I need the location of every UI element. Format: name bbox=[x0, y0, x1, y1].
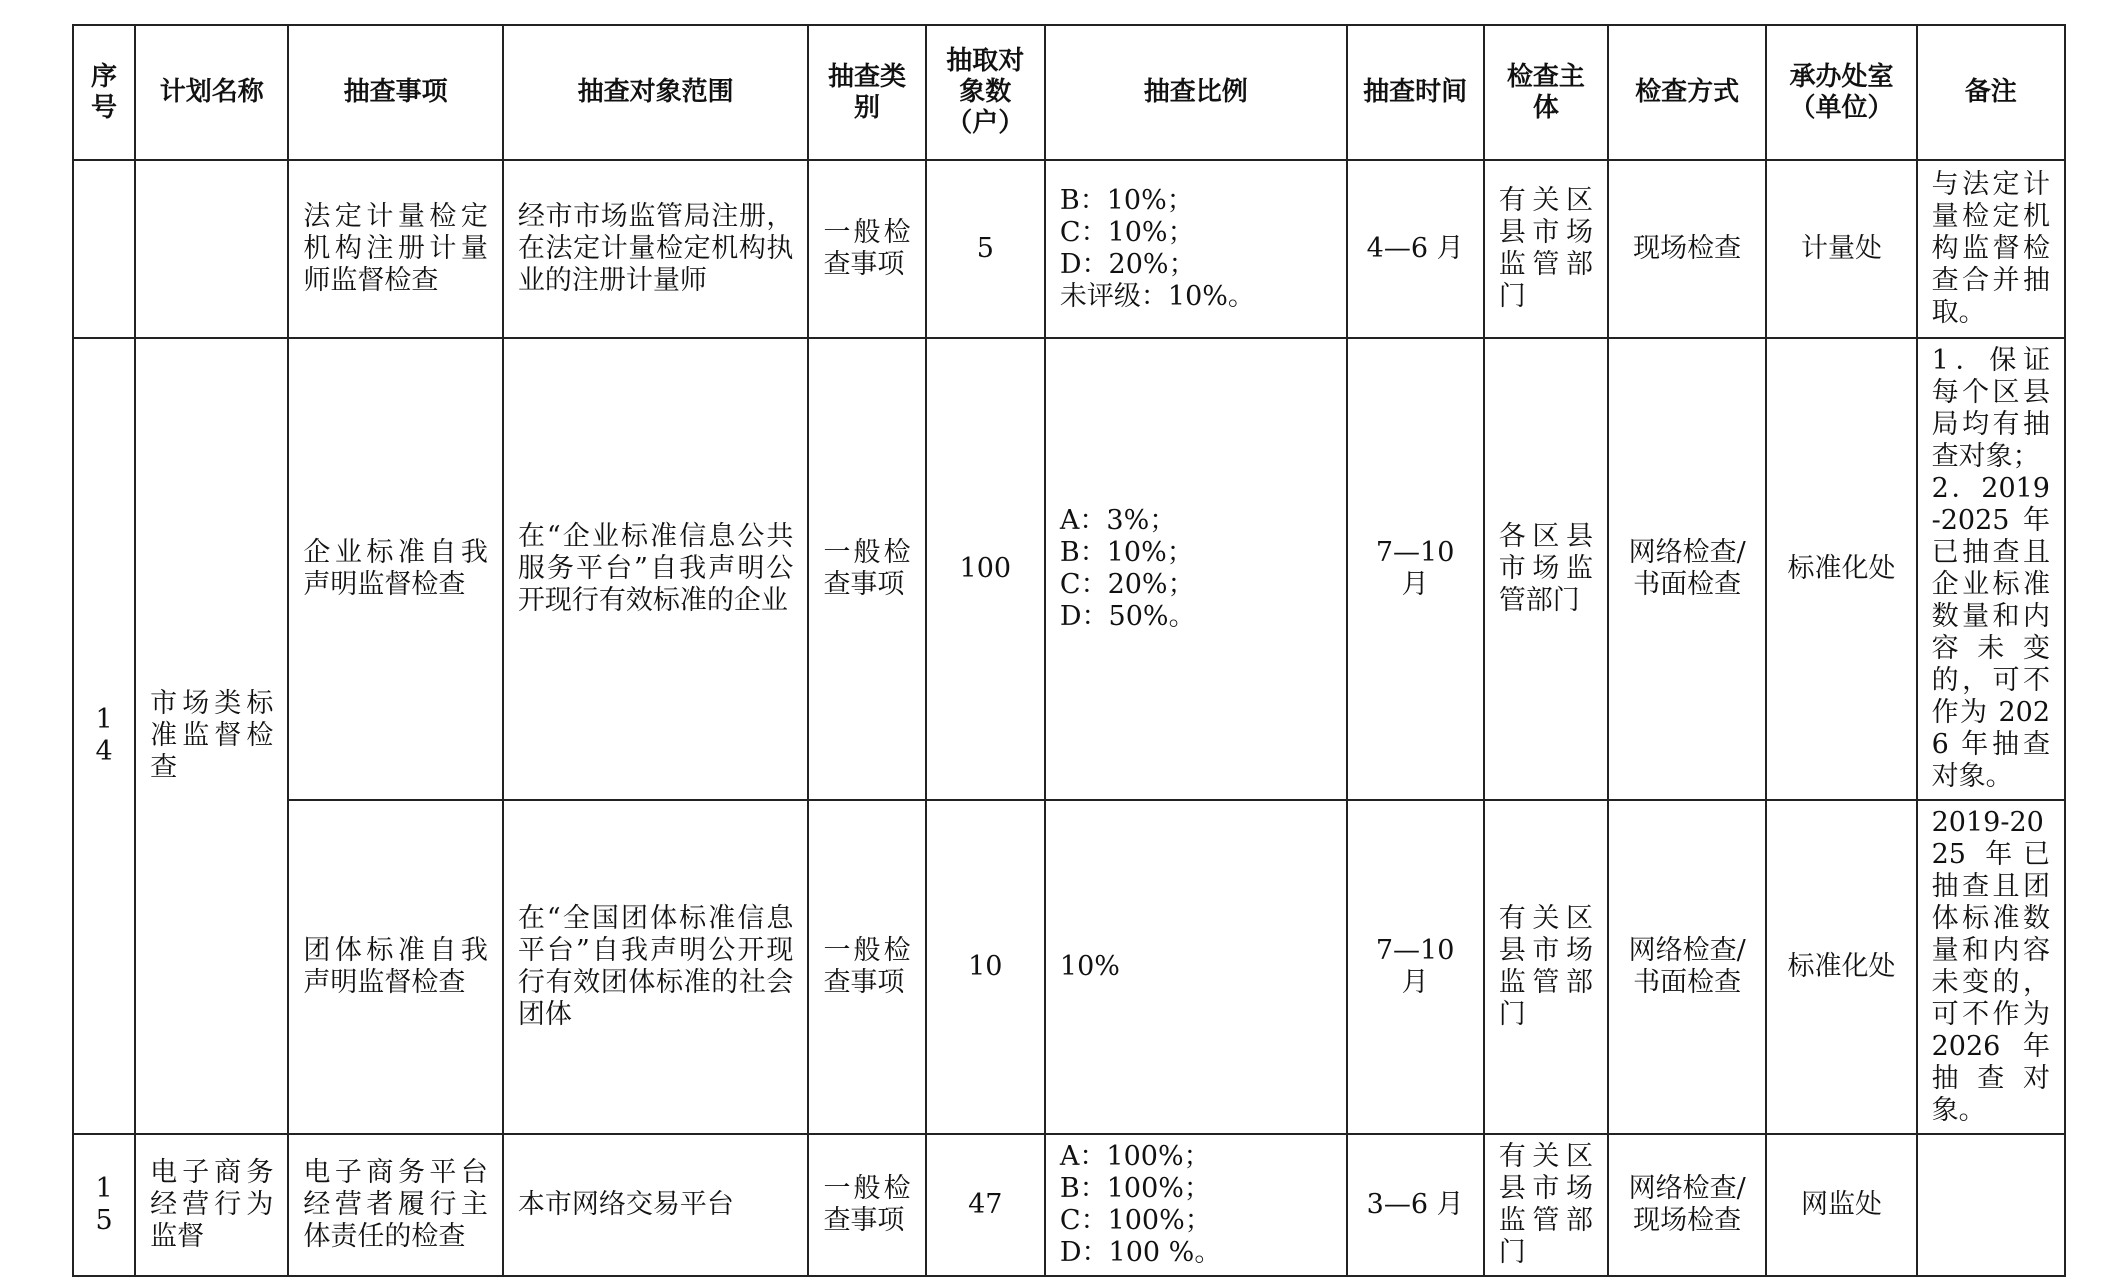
row-object-scope: 在“企业标准信息公共服务平台”自我声明公开现行有效标准的企业 bbox=[503, 338, 809, 800]
table-row bbox=[73, 160, 2065, 338]
row-subject: 各区县市场监管部门 bbox=[1484, 338, 1608, 800]
row-time: 3—6 月 bbox=[1347, 1134, 1484, 1276]
header-time: 抽查时间 bbox=[1347, 25, 1484, 160]
row-ratio: A：3%； B：10%； C：20%； D：50%。 bbox=[1045, 338, 1347, 800]
row-ratio: A：100%； B：100%； C：100%； D：100 %。 bbox=[1045, 1134, 1347, 1276]
row-object-count: 47 bbox=[926, 1134, 1045, 1276]
row-subject: 有关区县市场监管部门 bbox=[1484, 160, 1608, 338]
row-method: 网络检查/现场检查 bbox=[1608, 1134, 1766, 1276]
row-plan-name bbox=[135, 160, 288, 338]
row-method: 现场检查 bbox=[1608, 160, 1766, 338]
header-department: 承办处室（单位） bbox=[1766, 25, 1916, 160]
table-row bbox=[73, 800, 2065, 1134]
header-no: 序号 bbox=[73, 25, 135, 160]
row-department: 网监处 bbox=[1766, 1134, 1916, 1276]
header-object-count: 抽取对象数（户） bbox=[926, 25, 1045, 160]
spot-check-plan-table bbox=[72, 24, 2066, 1277]
header-check-item: 抽查事项 bbox=[288, 25, 502, 160]
row-object-count: 100 bbox=[926, 338, 1045, 800]
row-note: 与法定计量检定机构监督检查合并抽取。 bbox=[1917, 160, 2065, 338]
row-category: 一般检查事项 bbox=[808, 1134, 925, 1276]
row-subject: 有关区县市场监管部门 bbox=[1484, 800, 1608, 1134]
row-check-item: 法定计量检定机构注册计量师监督检查 bbox=[288, 160, 502, 338]
row-no: 15 bbox=[73, 1134, 135, 1276]
row-object-scope: 经市市场监管局注册，在法定计量检定机构执业的注册计量师 bbox=[503, 160, 809, 338]
row-check-item: 团体标准自我声明监督检查 bbox=[288, 800, 502, 1134]
row-plan-name: 电子商务经营行为监督 bbox=[135, 1134, 288, 1276]
row-time: 7—10 月 bbox=[1347, 338, 1484, 800]
row-department: 计量处 bbox=[1766, 160, 1916, 338]
row-check-item: 企业标准自我声明监督检查 bbox=[288, 338, 502, 800]
row-department: 标准化处 bbox=[1766, 800, 1916, 1134]
row-no bbox=[73, 160, 135, 338]
header-method: 检查方式 bbox=[1608, 25, 1766, 160]
row-object-scope: 在“全国团体标准信息平台”自我声明公开现行有效团体标准的社会团体 bbox=[503, 800, 809, 1134]
header-plan-name: 计划名称 bbox=[135, 25, 288, 160]
row-check-item: 电子商务平台经营者履行主体责任的检查 bbox=[288, 1134, 502, 1276]
header-object-scope: 抽查对象范围 bbox=[503, 25, 809, 160]
header-subject: 检查主体 bbox=[1484, 25, 1608, 160]
row-object-count: 5 bbox=[926, 160, 1045, 338]
row-category: 一般检查事项 bbox=[808, 338, 925, 800]
header-row bbox=[73, 25, 2065, 160]
row-time: 7—10 月 bbox=[1347, 800, 1484, 1134]
header-ratio: 抽查比例 bbox=[1045, 25, 1347, 160]
row-note: 1．保证每个区县局均有抽查对象； 2．2019-2025 年已抽查且企业标准数量和内容未变的，可不作为 2026 年抽查对象。 bbox=[1917, 338, 2065, 800]
row-time: 4—6 月 bbox=[1347, 160, 1484, 338]
row-ratio: B：10%； C：10%； D：20%； 未评级：10%。 bbox=[1045, 160, 1347, 338]
row-note bbox=[1917, 1134, 2065, 1276]
row-ratio: 10% bbox=[1045, 800, 1347, 1134]
row-category: 一般检查事项 bbox=[808, 160, 925, 338]
table-row bbox=[73, 1134, 2065, 1276]
row-method: 网络检查/书面检查 bbox=[1608, 338, 1766, 800]
row-object-count: 10 bbox=[926, 800, 1045, 1134]
header-note: 备注 bbox=[1917, 25, 2065, 160]
header-category: 抽查类别 bbox=[808, 25, 925, 160]
row-no: 14 bbox=[73, 338, 135, 1134]
row-department: 标准化处 bbox=[1766, 338, 1916, 800]
row-note: 2019-2025 年已抽查且团体标准数量和内容未变的，可不作为 2026 年抽查对象。 bbox=[1917, 800, 2065, 1134]
table-row bbox=[73, 338, 2065, 800]
row-method: 网络检查/书面检查 bbox=[1608, 800, 1766, 1134]
row-object-scope: 本市网络交易平台 bbox=[503, 1134, 809, 1276]
row-subject: 有关区县市场监管部门 bbox=[1484, 1134, 1608, 1276]
row-plan-name: 市场类标准监督检查 bbox=[135, 338, 288, 1134]
row-category: 一般检查事项 bbox=[808, 800, 925, 1134]
